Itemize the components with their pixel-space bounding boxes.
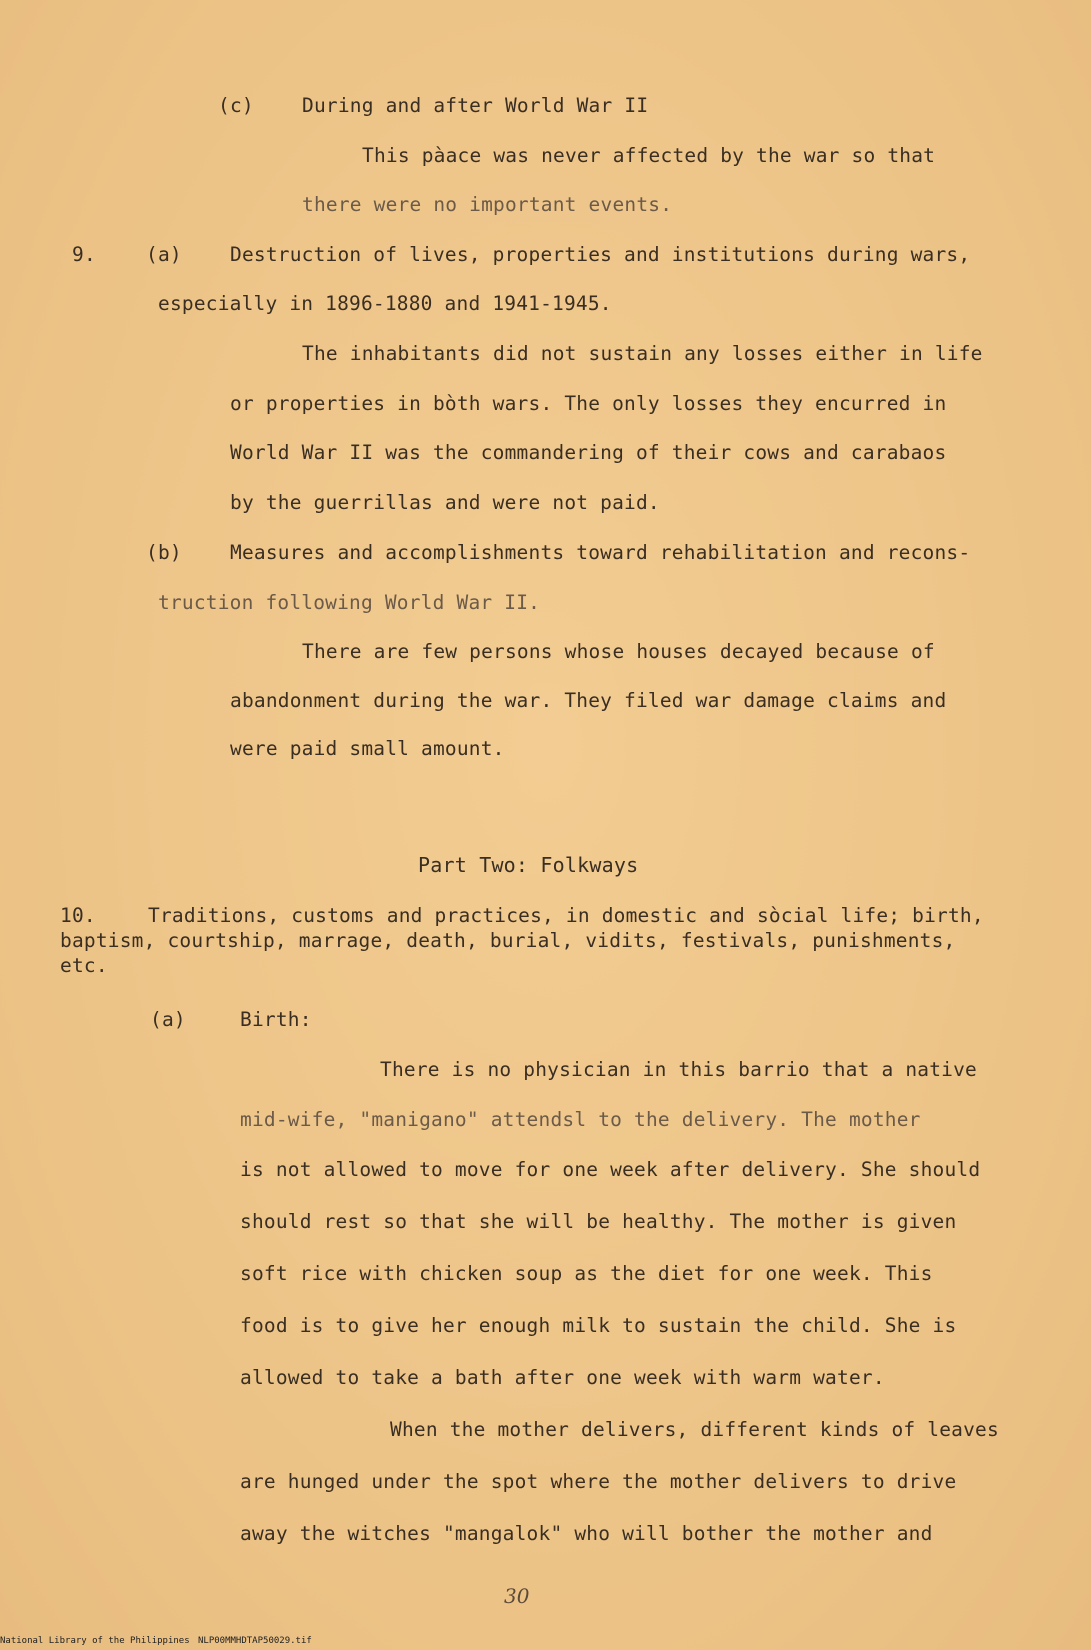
- section-10-number: 10.: [60, 904, 96, 927]
- footer-library: National Library of the Philippines: [0, 1636, 190, 1646]
- body-line: mid-wife, "manigano" attendsl to the delivery. The mother: [240, 1108, 921, 1131]
- body-line: When the mother delivers, different kinds of leaves: [390, 1418, 999, 1441]
- body-line: by the guerrillas and were not paid.: [230, 491, 660, 514]
- section-10-title: Traditions, customs and practices, in domestic and sòcial life; birth,: [148, 904, 984, 927]
- section-9b-title: truction following World War II.: [158, 591, 541, 614]
- body-line: are hunged under the spot where the mother delivers to drive: [240, 1470, 957, 1493]
- section-9a-label: (a): [146, 243, 182, 266]
- body-line: abandonment during the war. They filed war damage claims and: [230, 689, 947, 712]
- section-9a-title: Destruction of lives, properties and institutions during wars,: [230, 243, 971, 266]
- body-line: This pàace was never affected by the war so that: [362, 144, 936, 167]
- section-10-title: etc.: [60, 954, 108, 977]
- body-line: should rest so that she will be healthy. The mother is given: [240, 1210, 957, 1233]
- body-line: or properties in bòth wars. The only losses they encurred in: [230, 392, 947, 415]
- body-line: is not allowed to move for one week after delivery. She should: [240, 1158, 981, 1181]
- page-number: 30: [504, 1584, 530, 1608]
- section-10-title: baptism, courtship, marrage, death, burial, vidits, festivals, punishments,: [60, 929, 956, 952]
- body-line: The inhabitants did not sustain any losses either in life: [302, 342, 983, 365]
- body-line: soft rice with chicken soup as the diet for one week. This: [240, 1262, 933, 1285]
- body-line: away the witches "mangalok" who will bother the mother and: [240, 1522, 933, 1545]
- body-line: There is no physician in this barrio that a native: [380, 1058, 977, 1081]
- body-line: there were no important events.: [302, 193, 673, 216]
- body-line: There are few persons whose houses decayed because of: [302, 640, 935, 663]
- body-line: were paid small amount.: [230, 737, 505, 760]
- body-line: World War II was the commandering of their cows and carabaos: [230, 441, 947, 464]
- section-9-number: 9.: [72, 243, 96, 266]
- section-10a-label: (a): [150, 1008, 186, 1031]
- section-9b-label: (b): [146, 541, 182, 564]
- section-10a-title: Birth:: [240, 1008, 312, 1031]
- body-line: allowed to take a bath after one week with warm water.: [240, 1366, 885, 1389]
- footer-file: NLP00MMHDTAP50029.tif: [198, 1636, 312, 1646]
- section-9a-title: especially in 1896-1880 and 1941-1945.: [158, 292, 612, 315]
- section-8c-title: During and after World War II: [302, 94, 649, 117]
- body-line: food is to give her enough milk to sustain the child. She is: [240, 1314, 957, 1337]
- section-9b-title: Measures and accomplishments toward rehabilitation and recons-: [230, 541, 971, 564]
- section-8c-label: (c): [218, 94, 254, 117]
- part-two-heading: Part Two: Folkways: [418, 853, 639, 877]
